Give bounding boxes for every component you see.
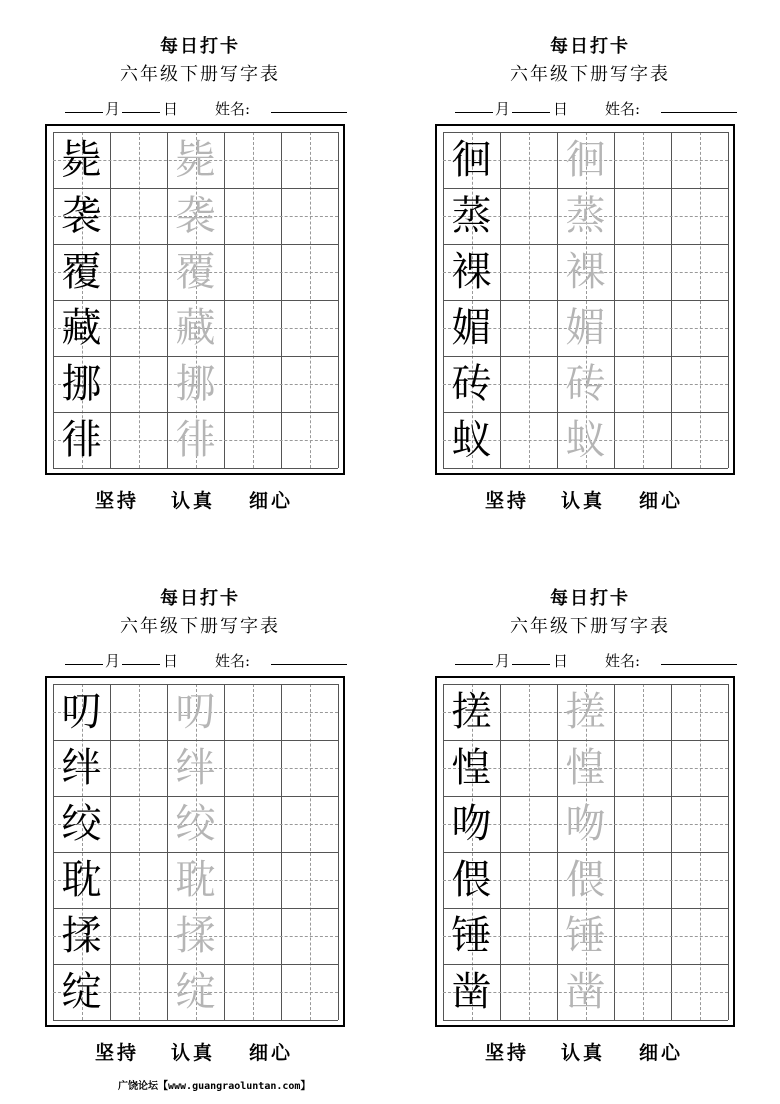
writing-grid <box>443 132 728 468</box>
trace-character: 蒸 <box>565 193 606 239</box>
practice-card <box>45 584 355 1064</box>
date-name-line <box>65 98 355 118</box>
motto-careful: 认真 <box>561 1042 606 1064</box>
motto-attentive: 细心 <box>249 1042 294 1064</box>
writing-grid-frame <box>45 124 345 475</box>
writing-grid <box>443 684 728 1020</box>
month-blank[interactable] <box>455 650 493 665</box>
model-character: 藏 <box>61 305 102 351</box>
motto-careful: 认真 <box>171 490 216 512</box>
trace-character: 锤 <box>565 913 606 959</box>
date-name-line <box>455 98 745 118</box>
model-character: 偎 <box>451 857 492 903</box>
trace-character: 绊 <box>175 745 216 791</box>
trace-character: 绞 <box>175 801 216 847</box>
month-label: 月 <box>105 100 121 118</box>
trace-character: 搓 <box>565 689 606 735</box>
card-subtitle: 六年级下册写字表 <box>120 64 280 85</box>
trace-character: 惶 <box>565 745 606 791</box>
card-title: 每日打卡 <box>160 588 240 609</box>
model-character: 袭 <box>61 193 102 239</box>
month-label: 月 <box>495 652 511 670</box>
practice-card <box>45 32 355 512</box>
trace-character: 叨 <box>175 689 216 735</box>
date-name-line <box>455 650 745 670</box>
writing-grid-frame <box>45 676 345 1027</box>
motto-persist: 坚持 <box>485 490 530 512</box>
motto-careful: 认真 <box>561 490 606 512</box>
day-blank[interactable] <box>512 650 550 665</box>
trace-character: 挪 <box>175 361 216 407</box>
day-blank[interactable] <box>122 650 160 665</box>
trace-character: 媚 <box>565 305 606 351</box>
trace-character: 耽 <box>175 857 216 903</box>
name-label: 姓名: <box>605 100 641 118</box>
model-character: 蒸 <box>451 193 492 239</box>
name-label: 姓名: <box>215 100 251 118</box>
card-subtitle: 六年级下册写字表 <box>510 64 670 85</box>
model-character: 绞 <box>61 801 102 847</box>
name-label: 姓名: <box>605 652 641 670</box>
model-character: 毙 <box>61 137 102 183</box>
trace-character: 藏 <box>175 305 216 351</box>
motto-attentive: 细心 <box>639 1042 684 1064</box>
card-title: 每日打卡 <box>160 36 240 57</box>
model-character: 砖 <box>451 361 492 407</box>
trace-character: 毙 <box>175 137 216 183</box>
month-blank[interactable] <box>455 98 493 113</box>
trace-character: 裸 <box>565 249 606 295</box>
trace-character: 绽 <box>175 969 216 1015</box>
name-blank[interactable] <box>271 98 347 113</box>
model-character: 揉 <box>61 913 102 959</box>
trace-character: 袭 <box>175 193 216 239</box>
writing-grid-frame <box>435 124 735 475</box>
model-character: 惶 <box>451 745 492 791</box>
day-label: 日 <box>553 652 569 670</box>
writing-grid <box>53 132 338 468</box>
trace-character: 揉 <box>175 913 216 959</box>
model-character: 搓 <box>451 689 492 735</box>
day-blank[interactable] <box>122 98 160 113</box>
card-subtitle: 六年级下册写字表 <box>510 616 670 637</box>
model-character: 锤 <box>451 913 492 959</box>
day-label: 日 <box>163 100 179 118</box>
day-blank[interactable] <box>512 98 550 113</box>
trace-character: 徘 <box>175 417 216 463</box>
model-character: 绽 <box>61 969 102 1015</box>
trace-character: 偎 <box>565 857 606 903</box>
card-title: 每日打卡 <box>550 588 630 609</box>
writing-grid-frame <box>435 676 735 1027</box>
model-character: 徊 <box>451 137 492 183</box>
model-character: 蚁 <box>451 417 492 463</box>
model-character: 凿 <box>451 969 492 1015</box>
day-label: 日 <box>553 100 569 118</box>
motto-attentive: 细心 <box>639 490 684 512</box>
model-character: 挪 <box>61 361 102 407</box>
trace-character: 砖 <box>565 361 606 407</box>
month-label: 月 <box>495 100 511 118</box>
trace-character: 凿 <box>565 969 606 1015</box>
trace-character: 徊 <box>565 137 606 183</box>
card-subtitle: 六年级下册写字表 <box>120 616 280 637</box>
name-blank[interactable] <box>661 650 737 665</box>
day-label: 日 <box>163 652 179 670</box>
model-character: 媚 <box>451 305 492 351</box>
month-label: 月 <box>105 652 121 670</box>
month-blank[interactable] <box>65 650 103 665</box>
motto-attentive: 细心 <box>249 490 294 512</box>
trace-character: 蚁 <box>565 417 606 463</box>
model-character: 叨 <box>61 689 102 735</box>
trace-character: 覆 <box>175 249 216 295</box>
practice-card <box>435 584 745 1064</box>
site-footer: 广饶论坛【www.guangraoluntan.com】 <box>118 1081 311 1092</box>
model-character: 绊 <box>61 745 102 791</box>
model-character: 徘 <box>61 417 102 463</box>
writing-grid <box>53 684 338 1020</box>
motto-persist: 坚持 <box>485 1042 530 1064</box>
name-blank[interactable] <box>661 98 737 113</box>
motto-persist: 坚持 <box>95 490 140 512</box>
date-name-line <box>65 650 355 670</box>
card-title: 每日打卡 <box>550 36 630 57</box>
month-blank[interactable] <box>65 98 103 113</box>
model-character: 耽 <box>61 857 102 903</box>
name-label: 姓名: <box>215 652 251 670</box>
model-character: 覆 <box>61 249 102 295</box>
name-blank[interactable] <box>271 650 347 665</box>
model-character: 裸 <box>451 249 492 295</box>
model-character: 吻 <box>451 801 492 847</box>
motto-careful: 认真 <box>171 1042 216 1064</box>
motto-persist: 坚持 <box>95 1042 140 1064</box>
trace-character: 吻 <box>565 801 606 847</box>
practice-card <box>435 32 745 512</box>
